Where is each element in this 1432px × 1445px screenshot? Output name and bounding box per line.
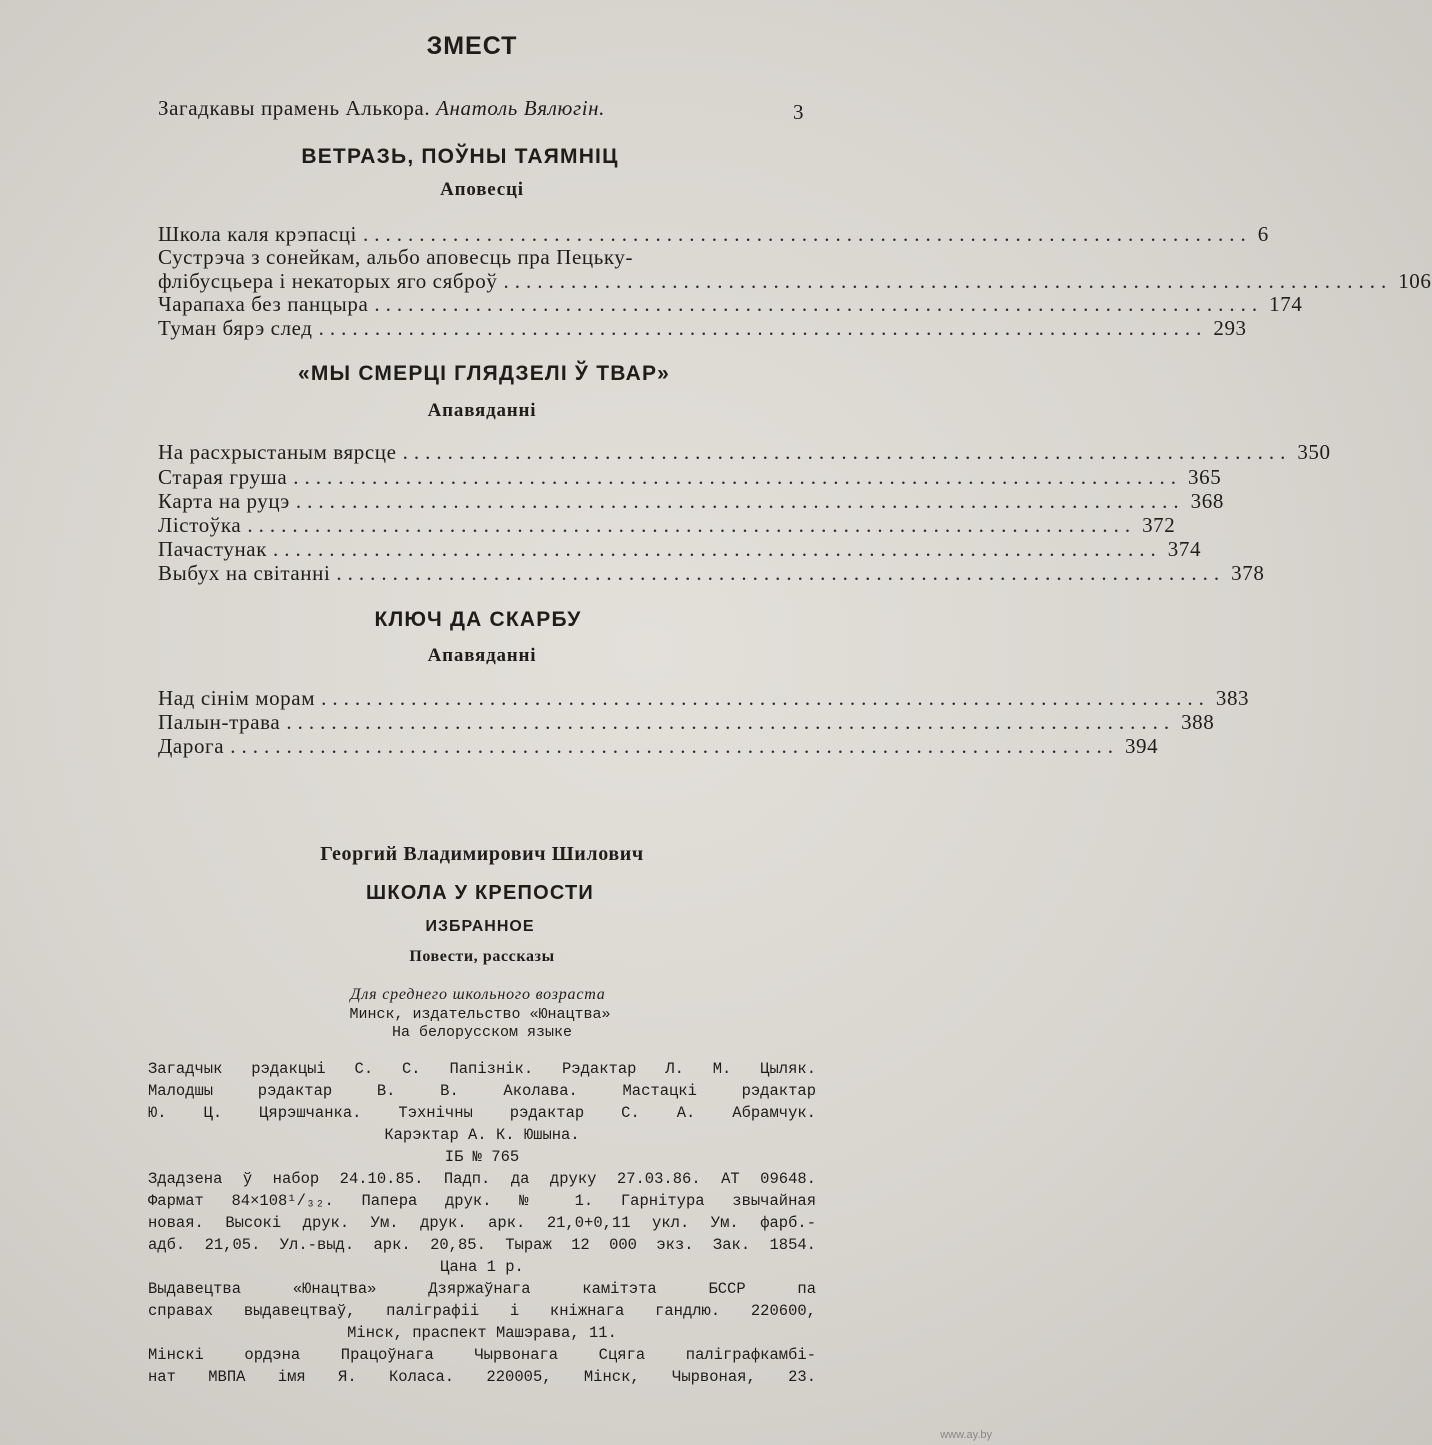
- toc-entry: [158, 465, 1222, 491]
- intro-page-number: 3: [793, 100, 804, 124]
- printer-info-line: нат МВПА імя Я. Коласа. 220005, Мінск, Чырвоная, 23.: [148, 1368, 816, 1386]
- toc-entry: [158, 537, 1202, 563]
- toc-entry: [158, 513, 1176, 539]
- print-info-line: Здадзена ў набор 24.10.85. Падп. да друку 27.03.86. АТ 09648.: [148, 1170, 816, 1188]
- toc-entry-title: Школа каля крэпасці: [158, 222, 357, 246]
- credits-line: Ю. Ц. Цярэшчанка. Тэхнічны рэдактар С. А. Абрамчук.: [148, 1104, 816, 1122]
- section-subtitle: Апавяданні: [427, 400, 537, 421]
- dot-leader: ...............................................................................: [336, 561, 1226, 585]
- price: Цана 1 р.: [440, 1258, 524, 1276]
- toc-entry-page: 388: [1181, 710, 1215, 734]
- publisher-info-line: Выдавецтва «Юнацтва» Дзяржаўнага камітэта БССР па: [148, 1280, 816, 1298]
- credits-line: Малодшы рэдактар В. В. Аколава. Мастацкі рэдактар: [148, 1082, 816, 1100]
- page-title: ЗМЕСТ: [426, 32, 518, 60]
- credits-line: Карэктар А. К. Юшына.: [384, 1126, 580, 1144]
- dot-leader: ...............................................................................: [374, 292, 1264, 316]
- imprint-author: Георгий Владимирович Шилович: [320, 843, 644, 865]
- dot-leader: ...............................................................................: [286, 710, 1176, 734]
- imprint-credits: [148, 1058, 816, 1388]
- toc-entry: [158, 316, 1247, 342]
- toc-entry-page: 394: [1124, 734, 1159, 758]
- toc-entry-page: 378: [1231, 561, 1265, 585]
- toc-entry-title: Выбух на світанні: [158, 561, 331, 585]
- toc-entry-title: Дарога: [158, 734, 225, 758]
- imprint-language: На белорусском языке: [391, 1024, 573, 1041]
- toc-entry-page: 293: [1213, 316, 1247, 340]
- toc-entry: [158, 440, 1331, 466]
- toc-entry: [158, 734, 1159, 760]
- dot-leader: ...............................................................................: [503, 269, 1393, 293]
- toc-entry-page: 383: [1215, 686, 1250, 710]
- intro-entry: [158, 96, 605, 121]
- imprint-genre: Повести, рассказы: [409, 948, 555, 965]
- ib-number: ІБ № 765: [444, 1148, 520, 1166]
- toc-entry-title: Карта на руцэ: [158, 489, 290, 513]
- toc-entry-title: Над сінім морам: [158, 686, 316, 710]
- toc-entry-page: 6: [1257, 222, 1269, 246]
- print-info-line: новая. Высокі друк. Ум. друк. арк. 21,0+0,11 укл. Ум. фарб.-: [148, 1214, 816, 1232]
- toc-entry: [158, 686, 1250, 712]
- toc-entry-page: 365: [1188, 465, 1222, 489]
- dot-leader: ...............................................................................: [247, 513, 1137, 537]
- intro-title: Загадкавы прамень Алькора.: [158, 96, 431, 120]
- toc-entry-page: 174: [1269, 292, 1303, 316]
- section-subtitle: Апавяданні: [427, 645, 537, 666]
- printer-info-line: Мінскі ордэна Працоўнага Чырвонага Сцяга паліграфкамбі-: [148, 1346, 816, 1364]
- credits-line: Загадчык рэдакцыі С. С. Папізнік. Рэдактар Л. М. Цыляк.: [148, 1060, 816, 1078]
- publisher-address: Мінск, праспект Машэрава, 11.: [347, 1324, 617, 1342]
- publisher-info-line: справах выдавецтваў, паліграфіі і кніжнага гандлю. 220600,: [148, 1302, 816, 1320]
- dot-leader: ...............................................................................: [321, 686, 1210, 710]
- toc-entry-page: 368: [1190, 489, 1224, 513]
- toc-entry-title: Пачастунак: [158, 537, 268, 561]
- toc-entry: [158, 489, 1224, 515]
- imprint-audience: Для среднего школьного возраста: [350, 986, 606, 1003]
- toc-entry: [158, 561, 1265, 587]
- dot-leader: ...............................................................................: [273, 537, 1162, 561]
- print-info-line: адб. 21,05. Ул.-выд. арк. 20,85. Тыраж 12 000 экз. Зак. 1854.: [148, 1236, 816, 1254]
- dot-leader: ...............................................................................: [295, 489, 1185, 513]
- dot-leader: ...............................................................................: [293, 465, 1182, 489]
- intro-author: Анатоль Вялюгін.: [436, 96, 606, 120]
- section-title: ВЕТРАЗЬ, ПОЎНЫ ТАЯМНІЦ: [301, 145, 619, 168]
- section-title: «МЫ СМЕРЦІ ГЛЯДЗЕЛІ Ў ТВАР»: [297, 362, 671, 385]
- section-subtitle: Аповесці: [440, 179, 524, 200]
- toc-entry-title: Туман бярэ след: [158, 316, 313, 340]
- imprint-book-title: ШКОЛА У КРЕПОСТИ: [366, 882, 594, 904]
- toc-entry-title: На расхрыстаным вярсце: [158, 440, 397, 464]
- toc-entry-page: 350: [1297, 440, 1331, 464]
- toc-entry: [158, 292, 1303, 318]
- toc-entry-title: Сустрэча з сонейкам, альбо аповесць пра Пецьку-: [158, 245, 634, 269]
- dot-leader: ...............................................................................: [318, 316, 1208, 340]
- toc-entry-title: Лістоўка: [158, 513, 242, 537]
- toc-entry-page: 372: [1142, 513, 1176, 537]
- toc-entry-title-continuation: флібусцьера і некаторых яго сяброў: [158, 269, 498, 293]
- toc-entry-page: 106: [1398, 269, 1432, 293]
- imprint-publisher-ru: Минск, издательство «Юнацтва»: [349, 1006, 611, 1023]
- toc-entry-title: Палын-трава: [158, 710, 281, 734]
- dot-leader: ...............................................................................: [230, 734, 1119, 758]
- toc-entry-page: 374: [1167, 537, 1202, 561]
- toc-entry: [158, 710, 1215, 736]
- toc-entry-title: Старая груша: [158, 465, 288, 489]
- toc-entry-title: Чарапаха без панцыра: [158, 292, 369, 316]
- dot-leader: ...............................................................................: [362, 222, 1252, 246]
- imprint-subtitle: ИЗБРАННОЕ: [425, 918, 535, 935]
- print-info-line: Фармат 84×108¹/₃₂. Папера друк. № 1. Гарнітура звычайная: [148, 1192, 816, 1210]
- dot-leader: ...............................................................................: [402, 440, 1292, 464]
- watermark: www.ay.by: [940, 1429, 992, 1441]
- section-title: КЛЮЧ ДА СКАРБУ: [374, 608, 582, 631]
